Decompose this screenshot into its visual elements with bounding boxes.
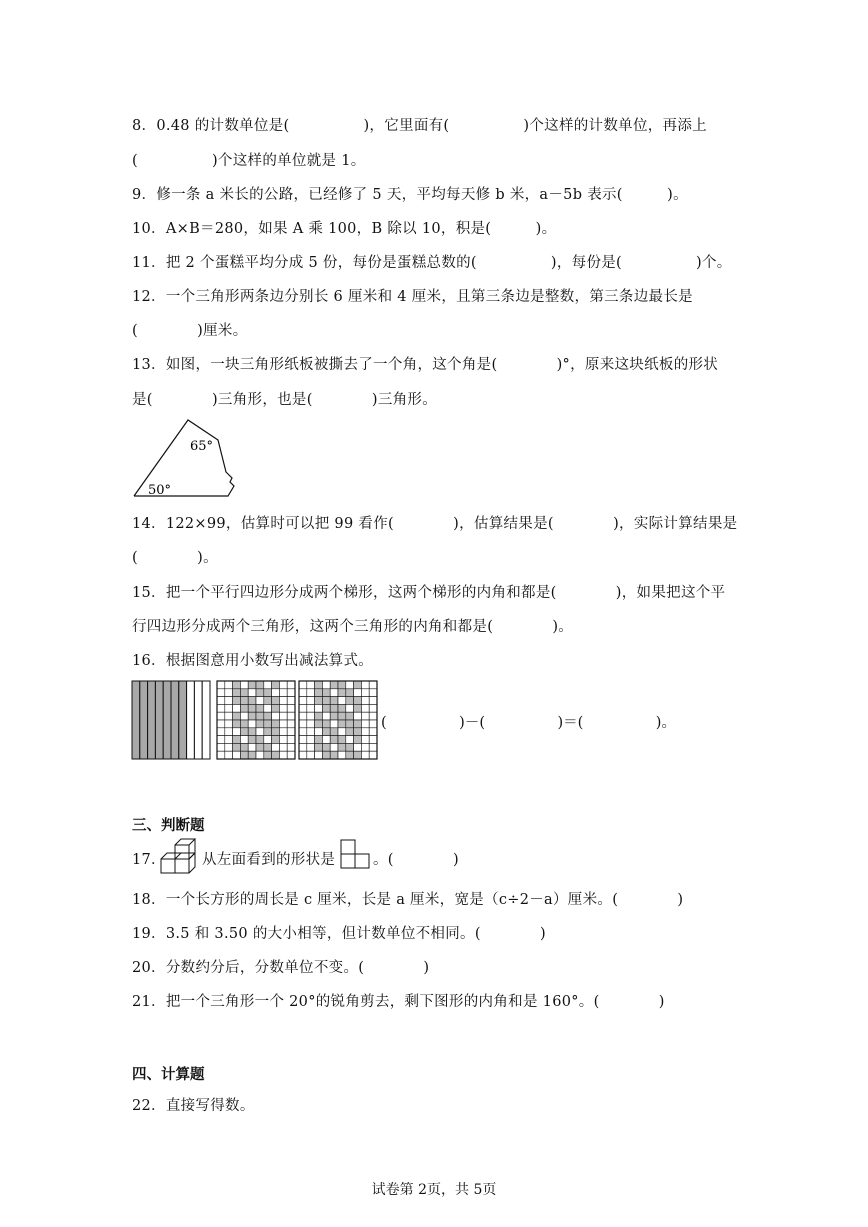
grid-cell [233, 697, 241, 705]
grid-cell [346, 720, 354, 728]
grid-cell [256, 728, 264, 736]
grid-cell [361, 736, 369, 744]
q14-line1: 14．122×99，估算时可以把 99 看作( )，估算结果是( )，实际计算结果是 [132, 516, 738, 532]
grid-cell [322, 728, 330, 736]
grid-cell [330, 743, 338, 751]
grid-hundredths-right [299, 681, 377, 759]
grid-cell [225, 720, 233, 728]
grid-cell [346, 743, 354, 751]
grid-cell [272, 720, 280, 728]
grid-cell [299, 704, 307, 712]
grid-cell [330, 697, 338, 705]
grid-cell [240, 720, 248, 728]
strip-2 [140, 681, 148, 759]
grid-cell [322, 697, 330, 705]
grid-cell [272, 697, 280, 705]
grid-cell [315, 728, 323, 736]
grid-cell [307, 751, 315, 759]
grid-cell [369, 720, 377, 728]
q13-line2: 是( )三角形，也是( )三角形。 [132, 392, 438, 408]
grid-cell [272, 751, 280, 759]
grid-cell [361, 743, 369, 751]
grid-cell [346, 689, 354, 697]
grid-cell [248, 751, 256, 759]
q13-line1: 13．如图，一块三角形纸板被撕去了一个角，这个角是( )°，原来这块纸板的形状 [132, 357, 719, 373]
strip-3 [148, 681, 156, 759]
grid-cell [233, 736, 241, 744]
grid-cell [330, 704, 338, 712]
grid-cell [315, 689, 323, 697]
grid-cell [279, 743, 287, 751]
grid-cell [322, 712, 330, 720]
grid-cell [307, 681, 315, 689]
strip-4 [155, 681, 163, 759]
grid-cell [287, 689, 295, 697]
grid-cell [256, 712, 264, 720]
grid-cell [233, 704, 241, 712]
grid-cell [315, 681, 323, 689]
grid-cell [256, 704, 264, 712]
grid-cell [322, 681, 330, 689]
q22: 22．直接写得数。 [132, 1098, 255, 1114]
grid-cell [369, 681, 377, 689]
grid-cell [361, 728, 369, 736]
grid-cell [225, 689, 233, 697]
grid-cell [264, 712, 272, 720]
grid-cell [315, 720, 323, 728]
strip-7 [179, 681, 187, 759]
q12-line1: 12．一个三角形两条边分别长 6 厘米和 4 厘米，且第三条边是整数，第三条边最长是 [132, 289, 693, 305]
grid-cell [248, 736, 256, 744]
grid-cell [279, 751, 287, 759]
grid-cell [256, 720, 264, 728]
grid-cell [330, 689, 338, 697]
q20: 20．分数约分后，分数单位不变。( ) [132, 960, 430, 976]
grid-cell [299, 743, 307, 751]
grid-cell [240, 751, 248, 759]
grid-cell [369, 728, 377, 736]
grid-cell [346, 736, 354, 744]
grid-cell [287, 728, 295, 736]
grid-cell [256, 681, 264, 689]
grid-cell [354, 751, 362, 759]
grid-cell [369, 697, 377, 705]
grid-cell [299, 697, 307, 705]
grid-cell [240, 736, 248, 744]
grid-cell [315, 743, 323, 751]
grid-cell [248, 743, 256, 751]
grid-cell [272, 736, 280, 744]
grid-hundredths-left [217, 681, 295, 759]
grid-cell [240, 728, 248, 736]
grid-cell [369, 689, 377, 697]
grid-cell [322, 751, 330, 759]
grid-cell [272, 689, 280, 697]
grid-cell [233, 743, 241, 751]
grid-cell [225, 736, 233, 744]
decimal-grids-figure [131, 680, 381, 760]
grid-cell [346, 697, 354, 705]
grid-cell [287, 697, 295, 705]
grid-cell [315, 751, 323, 759]
grid-cell [338, 728, 346, 736]
grid-cell [330, 728, 338, 736]
grid-cell [279, 704, 287, 712]
grid-cell [272, 743, 280, 751]
grid-cell [346, 712, 354, 720]
grid-cell [248, 712, 256, 720]
grid-cell [264, 697, 272, 705]
grid-cell [225, 681, 233, 689]
grid-cell [307, 736, 315, 744]
grid-cell [279, 720, 287, 728]
q14-line2: ( )。 [132, 550, 218, 566]
grid-cell [354, 697, 362, 705]
grid-cell [354, 712, 362, 720]
q16-equation: ( )－( )＝( )。 [381, 715, 676, 731]
q15-line2: 行四边形分成两个三角形，这两个三角形的内角和都是( )。 [132, 619, 574, 635]
q11: 11．把 2 个蛋糕平均分成 5 份，每份是蛋糕总数的( )，每份是( )个。 [132, 255, 732, 271]
grid-cell [369, 751, 377, 759]
grid-cell [225, 743, 233, 751]
grid-cell [217, 720, 225, 728]
grid-cell [279, 736, 287, 744]
grid-cell [225, 697, 233, 705]
grid-cell [272, 712, 280, 720]
grid-cell [338, 720, 346, 728]
grid-cell [217, 697, 225, 705]
torn-triangle-figure [128, 416, 244, 500]
angle-50-label: 50° [148, 483, 172, 498]
q8-line1: 8．0.48 的计数单位是( )，它里面有( )个这样的计数单位，再添上 [132, 118, 707, 134]
grid-cell [279, 689, 287, 697]
grid-cell [346, 751, 354, 759]
grid-cell [346, 728, 354, 736]
section3-title: 三、判断题 [132, 817, 205, 834]
grid-cell [315, 712, 323, 720]
grid-cell [217, 743, 225, 751]
stacked-cubes-icon [158, 837, 202, 875]
grid-cell [279, 681, 287, 689]
grid-cell [338, 689, 346, 697]
grid-cell [330, 720, 338, 728]
grid-cell [233, 720, 241, 728]
grid-cell [315, 697, 323, 705]
grid-cell [354, 689, 362, 697]
grid-cell [330, 736, 338, 744]
grid-cell [307, 720, 315, 728]
grid-cell [307, 712, 315, 720]
q8-line2: ( )个这样的单位就是 1。 [132, 153, 366, 169]
grid-cell [217, 751, 225, 759]
grid-cell [240, 704, 248, 712]
section4-title: 四、计算题 [132, 1066, 205, 1083]
grid-cell [256, 697, 264, 705]
grid-cell [279, 712, 287, 720]
grid-cell [272, 681, 280, 689]
grid-cell [217, 712, 225, 720]
grid-cell [307, 689, 315, 697]
grid-cell [264, 689, 272, 697]
grid-cell [346, 681, 354, 689]
grid-cell [299, 728, 307, 736]
grid-cell [272, 728, 280, 736]
grid-cell [322, 704, 330, 712]
grid-cell [338, 743, 346, 751]
grid-cell [369, 712, 377, 720]
grid-cell [346, 704, 354, 712]
grid-cell [361, 751, 369, 759]
grid-cell [354, 736, 362, 744]
angle-65-label: 65° [190, 439, 214, 454]
grid-cell [217, 689, 225, 697]
q18: 18．一个长方形的周长是 c 厘米，长是 a 厘米，宽是（c÷2－a）厘米。( ) [132, 892, 684, 908]
grid-cell [287, 704, 295, 712]
grid-cell [240, 743, 248, 751]
grid-cell [338, 681, 346, 689]
grid-cell [256, 736, 264, 744]
grid-cell [233, 712, 241, 720]
grid-cell [217, 736, 225, 744]
grid-cell [217, 704, 225, 712]
grid-cell [256, 743, 264, 751]
grid-cell [299, 689, 307, 697]
grid-cell [338, 697, 346, 705]
grid-cell [248, 728, 256, 736]
grid-cell [287, 720, 295, 728]
grid-cell [369, 704, 377, 712]
grid-cell [307, 743, 315, 751]
grid-cell [315, 704, 323, 712]
grid-cell [272, 704, 280, 712]
grid-cell [256, 689, 264, 697]
grid-cell [361, 720, 369, 728]
grid-cell [361, 712, 369, 720]
left-view-icon [339, 838, 373, 870]
grid-cell [361, 704, 369, 712]
q21: 21．把一个三角形一个 20°的锐角剪去，剩下图形的内角和是 160°。( ) [132, 994, 665, 1010]
grid-cell [338, 704, 346, 712]
q17-text: 从左面看到的形状是 [202, 852, 336, 868]
grid-cell [264, 728, 272, 736]
strip-8 [187, 681, 195, 759]
grid-cell [322, 689, 330, 697]
q15-line1: 15．把一个平行四边形分成两个梯形，这两个梯形的内角和都是( )，如果把这个平 [132, 585, 726, 601]
grid-cell [264, 743, 272, 751]
strip-1 [132, 681, 140, 759]
grid-cell [233, 689, 241, 697]
grid-cell [217, 681, 225, 689]
grid-cell [248, 697, 256, 705]
grid-cell [287, 712, 295, 720]
grid-cell [330, 712, 338, 720]
grid-cell [264, 751, 272, 759]
grid-cell [240, 712, 248, 720]
strip-6 [171, 681, 179, 759]
grid-cell [354, 720, 362, 728]
q19: 19．3.5 和 3.50 的大小相等，但计数单位不相同。( ) [132, 926, 546, 942]
grid-cell [299, 681, 307, 689]
grid-cell [354, 743, 362, 751]
grid-cell [279, 728, 287, 736]
grid-cell [307, 728, 315, 736]
strip-10 [202, 681, 210, 759]
grid-cell [338, 736, 346, 744]
grid-cell [248, 704, 256, 712]
q12-line2: ( )厘米。 [132, 323, 248, 339]
grid-cell [240, 681, 248, 689]
q17-prefix: 17． [132, 852, 166, 868]
q10: 10．A×B＝280，如果 A 乘 100，B 除以 10，积是( )。 [132, 221, 557, 237]
grid-tenths-strips [132, 681, 210, 759]
grid-cell [225, 728, 233, 736]
strip-5 [163, 681, 171, 759]
grid-cell [287, 751, 295, 759]
grid-cell [264, 704, 272, 712]
grid-cell [330, 751, 338, 759]
grid-cell [240, 697, 248, 705]
grid-cell [225, 751, 233, 759]
grid-cell [354, 728, 362, 736]
q16-text: 16．根据图意用小数写出减法算式。 [132, 653, 374, 669]
grid-cell [287, 743, 295, 751]
grid-cell [264, 720, 272, 728]
grid-cell [256, 751, 264, 759]
grid-cell [233, 728, 241, 736]
q9: 9．修一条 a 米长的公路，已经修了 5 天，平均每天修 b 米，a－5b 表示( )。 [132, 187, 688, 203]
grid-cell [361, 681, 369, 689]
grid-cell [315, 736, 323, 744]
grid-cell [369, 743, 377, 751]
grid-cell [330, 681, 338, 689]
grid-cell [322, 743, 330, 751]
grid-cell [307, 704, 315, 712]
grid-cell [354, 681, 362, 689]
grid-cell [361, 689, 369, 697]
grid-cell [279, 697, 287, 705]
grid-cell [307, 697, 315, 705]
grid-cell [287, 736, 295, 744]
grid-cell [248, 681, 256, 689]
grid-cell [299, 751, 307, 759]
grid-cell [248, 689, 256, 697]
strip-9 [194, 681, 202, 759]
grid-cell [225, 704, 233, 712]
grid-cell [322, 720, 330, 728]
grid-cell [299, 712, 307, 720]
grid-cell [338, 712, 346, 720]
grid-cell [217, 728, 225, 736]
grid-cell [287, 681, 295, 689]
grid-cell [225, 712, 233, 720]
grid-cell [248, 720, 256, 728]
grid-cell [299, 720, 307, 728]
grid-cell [338, 751, 346, 759]
grid-cell [240, 689, 248, 697]
grid-cell [299, 736, 307, 744]
grid-cell [233, 681, 241, 689]
grid-cell [264, 681, 272, 689]
grid-cell [233, 751, 241, 759]
grid-cell [369, 736, 377, 744]
grid-cell [322, 736, 330, 744]
grid-cell [264, 736, 272, 744]
grid-cell [354, 704, 362, 712]
grid-cell [361, 697, 369, 705]
q17-suffix: 。( ) [373, 852, 459, 868]
page-footer: 试卷第 2页，共 5页 [371, 1182, 497, 1198]
